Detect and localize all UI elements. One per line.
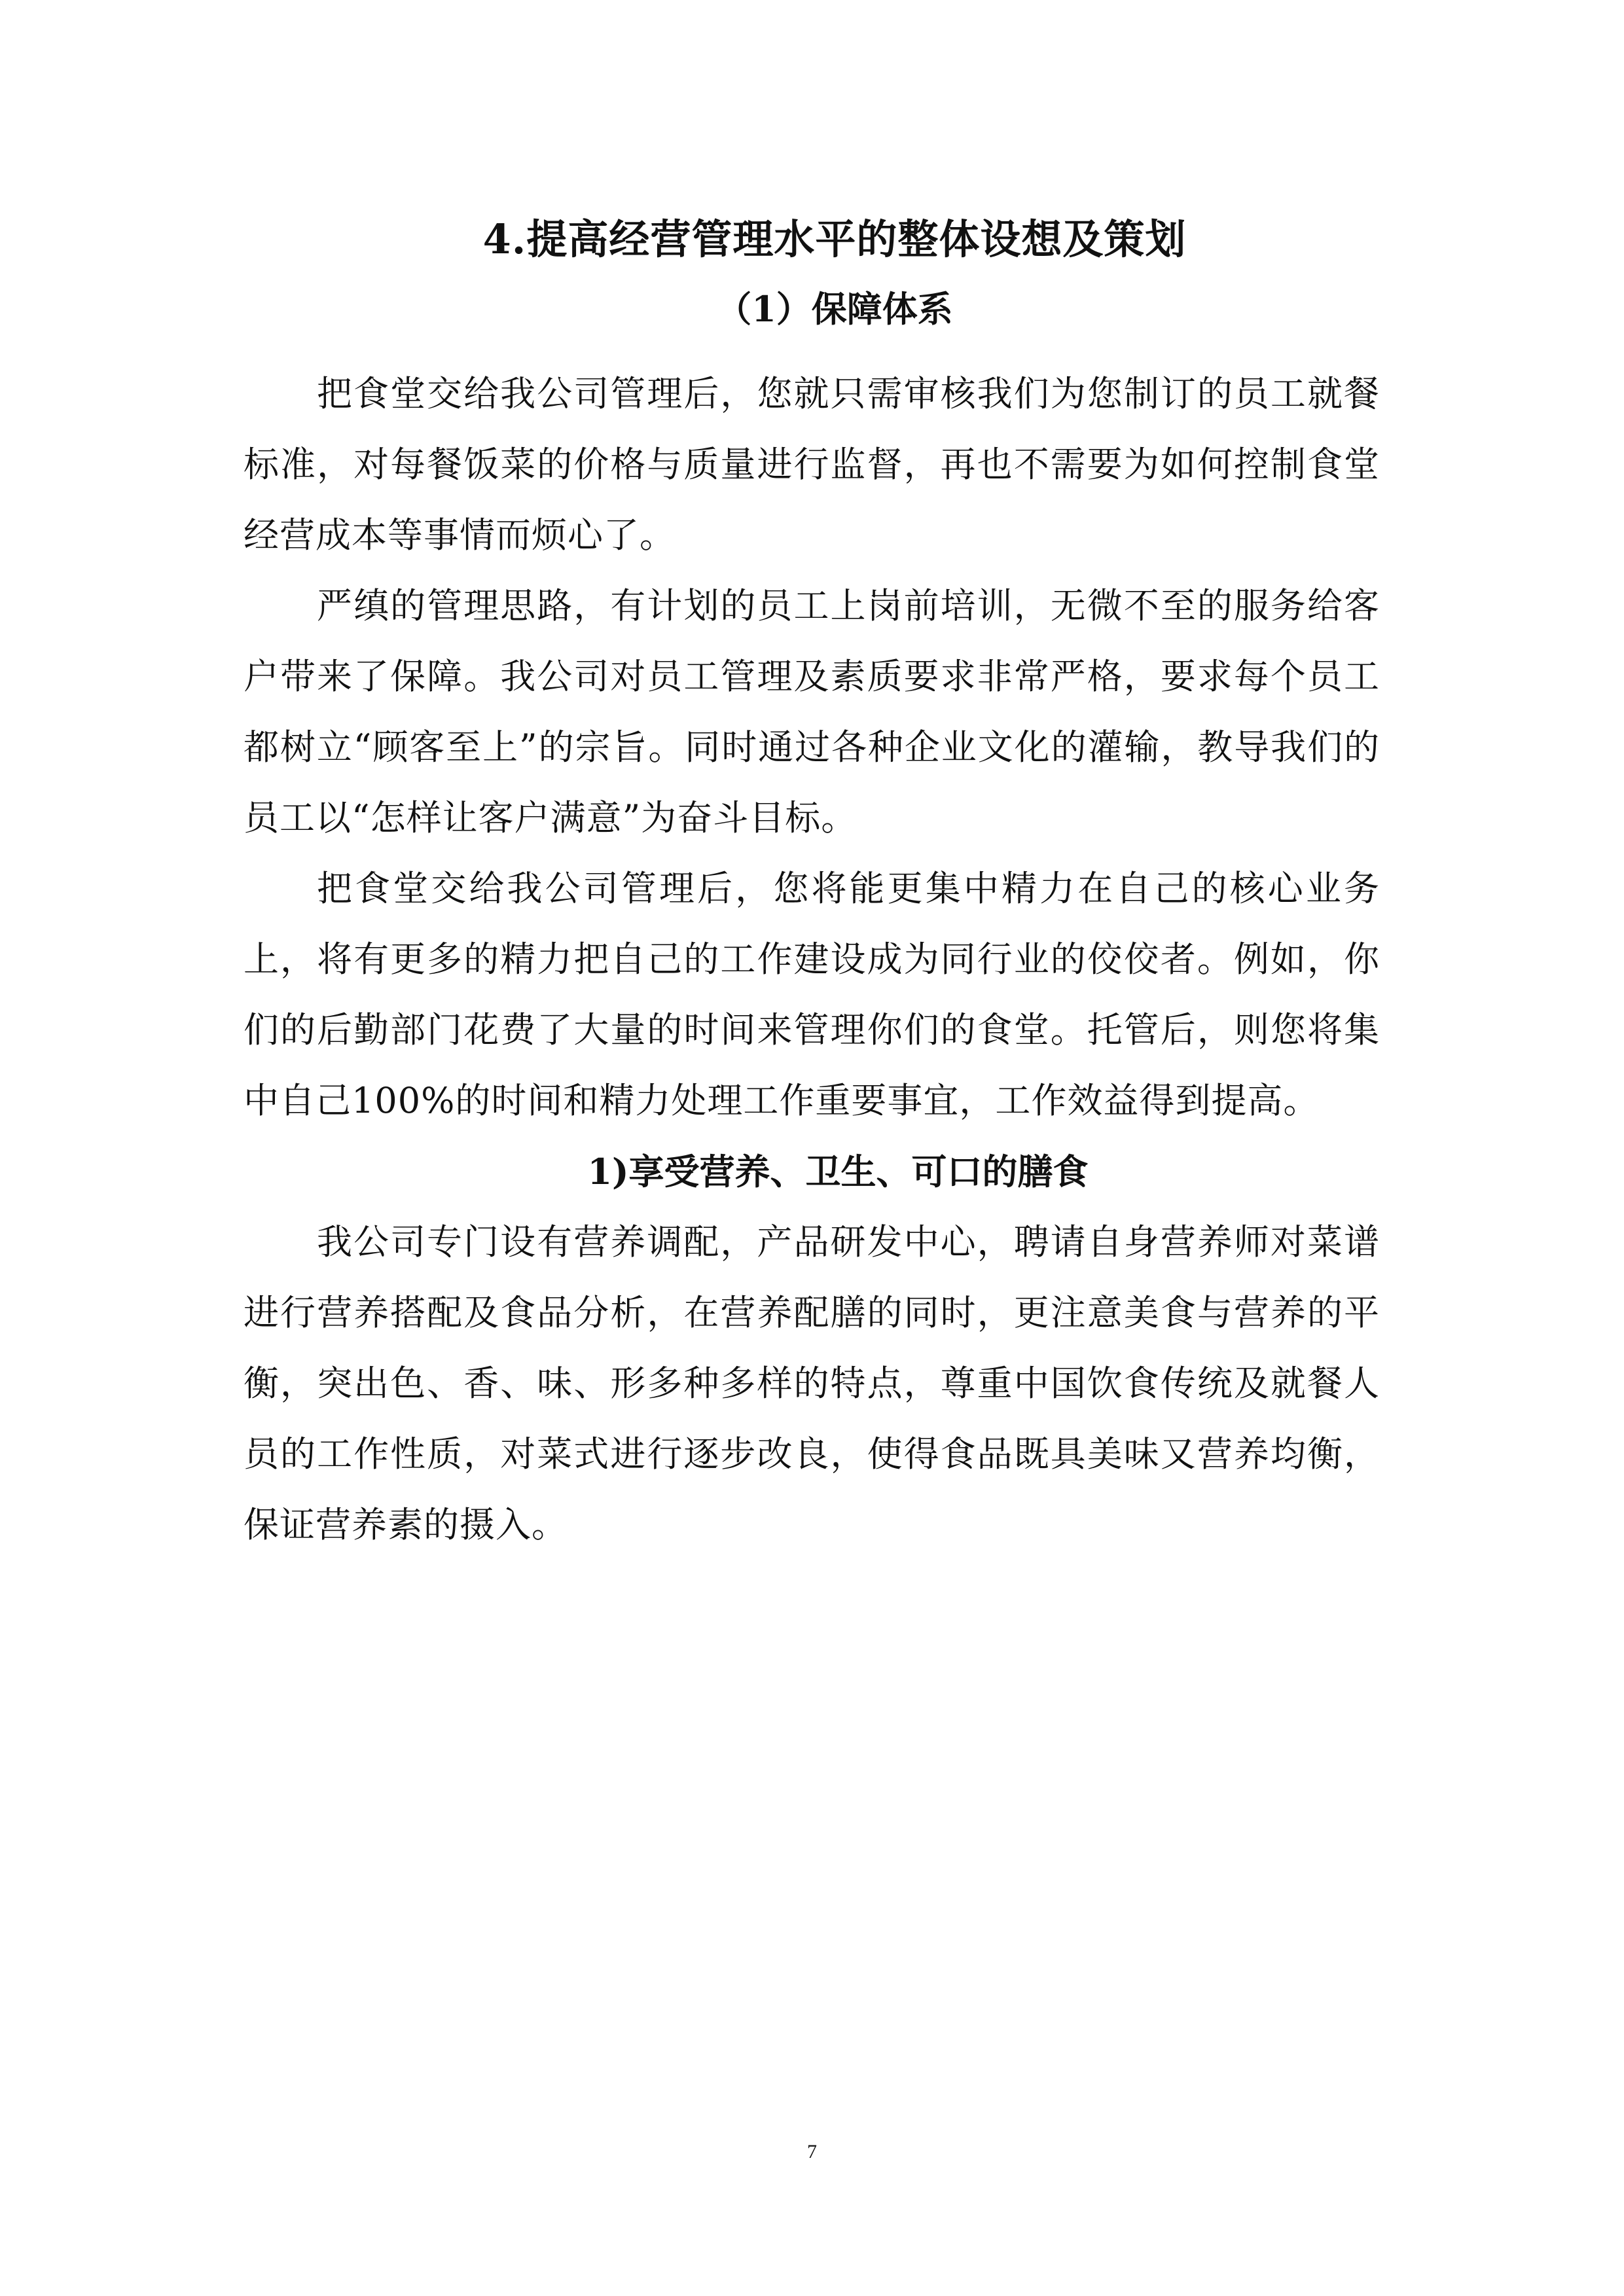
section-subtitle: （1）保障体系 [716, 288, 953, 330]
page-number: 7 [807, 2141, 817, 2162]
paragraph-4: 我公司专门设有营养调配，产品研发中心，聘请自身营养师对菜谱进行营养搭配及食品分析，在营养配膳的同时，更注意美食与营养的平衡，突出色、香、味、形多种多样的特点，尊重中国饮食传统及就餐人员的工作性质，对菜式进行逐步改良，使得食品既具美味又营养均衡，保证营养素的摄入。 [244, 1221, 1380, 1545]
section-heading: 1)享受营养、卫生、可口的膳食 [587, 1151, 1089, 1193]
page-title: 4.提高经营管理水平的整体设想及策划 [482, 215, 1187, 263]
page-content [244, 209, 1380, 1560]
paragraph-3: 把食堂交给我公司管理后，您将能更集中精力在自己的核心业务上，将有更多的精力把自己的工作建设成为同行业的佼佼者。例如，你们的后勤部门花费了大量的时间来管理你们的食堂。托管后，则您将集中自己100%的时间和精力处理工作重要事宜，工作效益得到提高。 [244, 868, 1380, 1121]
paragraph-2: 严缜的管理思路，有计划的员工上岗前培训，无微不至的服务给客户带来了保障。我公司对员工管理及素质要求非常严格，要求每个员工都树立“顾客至上”的宗旨。同时通过各种企业文化的灌输，教导我们的员工以“怎样让客户满意”为奋斗目标。 [244, 585, 1380, 838]
paragraph-1: 把食堂交给我公司管理后，您就只需审核我们为您制订的员工就餐标准，对每餐饭菜的价格与质量进行监督，再也不需要为如何控制食堂经营成本等事情而烦心了。 [244, 373, 1380, 556]
